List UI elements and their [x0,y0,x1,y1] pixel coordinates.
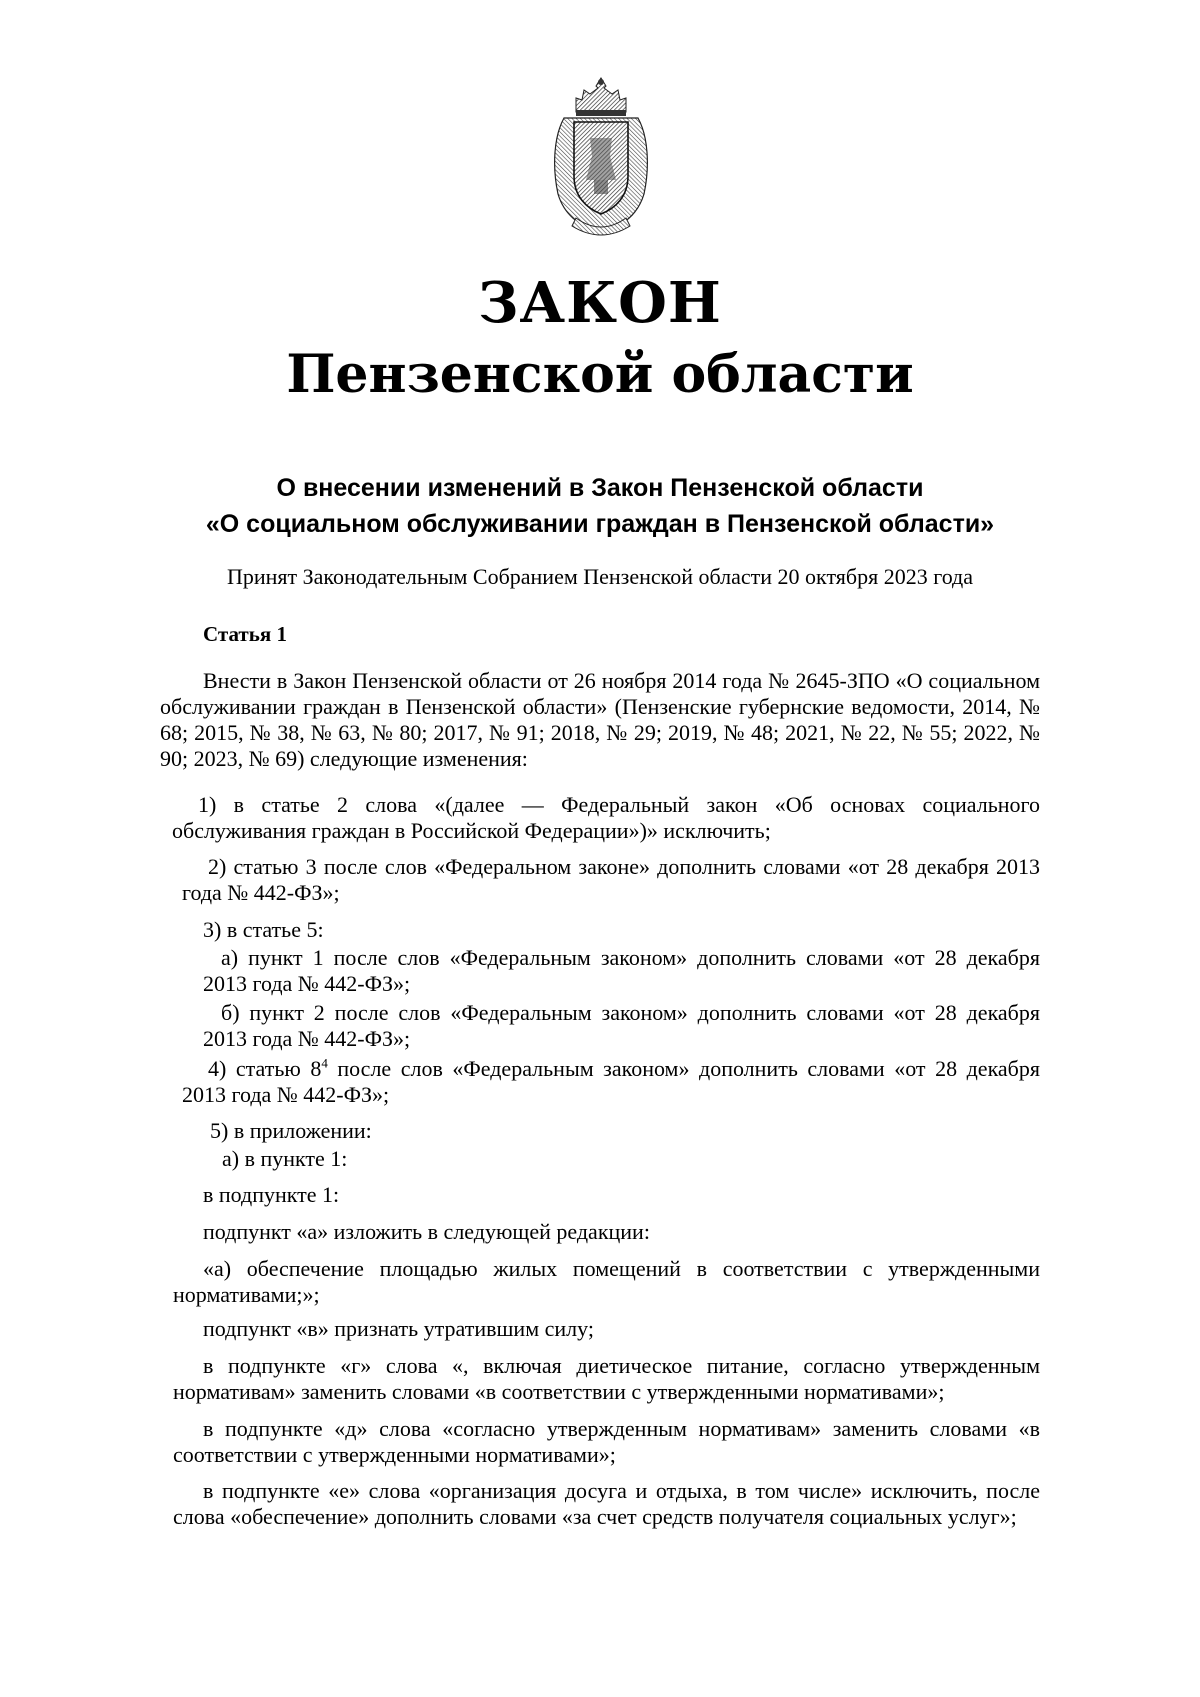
subpoint-a-text: «а) обеспечение площадью жилых помещений в соответствии с утвержденными нормативами;»; [173,1256,1040,1307]
law-title: ЗАКОН [478,270,722,336]
amendment-item-3a: а) пункт 1 после слов «Федеральным законом» дополнить словами «от 28 декабря 2013 года № 442-ФЗ»; [203,945,1040,996]
subpoint-v: подпункт «в» признать утратившим силу; [203,1316,594,1341]
subpoint-d: в подпункте «д» слова «согласно утвержденным нормативам» заменить словами «в соответствии с утвержденными нормативами»; [173,1416,1040,1467]
subpoint-a-heading: подпункт «а» изложить в следующей редакции: [203,1219,650,1244]
subpoint-e: в подпункте «е» слова «организация досуга и отдыха, в том числе» исключить, после слова «обеспечение» дополнить словами «за счет средств получателя социальных услуг»; [173,1478,1040,1529]
item-4-prefix: 4) статью 8 [208,1056,322,1081]
amendment-item-3: 3) в статье 5: [203,917,324,942]
item-4-superscript: 4 [321,1055,328,1071]
item-4-rest: после слов «Федеральным законом» дополнить словами «от 28 декабря 2013 года № 442-ФЗ»; [182,1056,1040,1107]
subpoint-g: в подпункте «г» слова «, включая диетическое питание, согласно утвержденным нормативам» заменить словами «в соответствии с утвержденными нормативами»; [173,1353,1040,1404]
law-region-title: Пензенской области [286,344,914,405]
coat-of-arms-emblem [546,76,656,236]
amendment-item-3b: б) пункт 2 после слов «Федеральным законом» дополнить словами «от 28 декабря 2013 года № 442-ФЗ»; [203,1000,1040,1051]
subpoint-1-heading: в подпункте 1: [203,1182,340,1207]
amendment-item-5a: а) в пункте 1: [222,1146,348,1171]
article-intro: Внести в Закон Пензенской области от 26 ноября 2014 года № 2645-ЗПО «О социальном обслуживании граждан в Пензенской области» (Пензенские губернские ведомости, 2014, № 68; 2015, № 38, № 63, № 80; 2017, № 91; 2018, № 29; 2019, № 48; 2021, № 22, № 55; 2022, № 90; 2023, № 69) следующие изменения: [160,668,1040,771]
amendment-item-5: 5) в приложении: [210,1118,372,1143]
subject-line-1: О внесении изменений в Закон Пензенской области [276,474,924,502]
subject-line-2: «О социальном обслуживании граждан в Пензенской области» [205,510,995,538]
article-heading: Статья 1 [203,622,287,646]
amendment-item-2: 2) статью 3 после слов «Федеральном законе» дополнить словами «от 28 декабря 2013 года № 442-ФЗ»; [182,854,1040,905]
amendment-item-1: 1) в статье 2 слова «(далее — Федеральный закон «Об основах социального обслуживания граждан в Российской Федерации»)» исключить; [172,792,1040,843]
adoption-note: Принят Законодательным Собранием Пензенской области 20 октября 2023 года [226,564,974,589]
amendment-item-4 [182,1056,1040,1108]
law-subject [0,470,1200,542]
